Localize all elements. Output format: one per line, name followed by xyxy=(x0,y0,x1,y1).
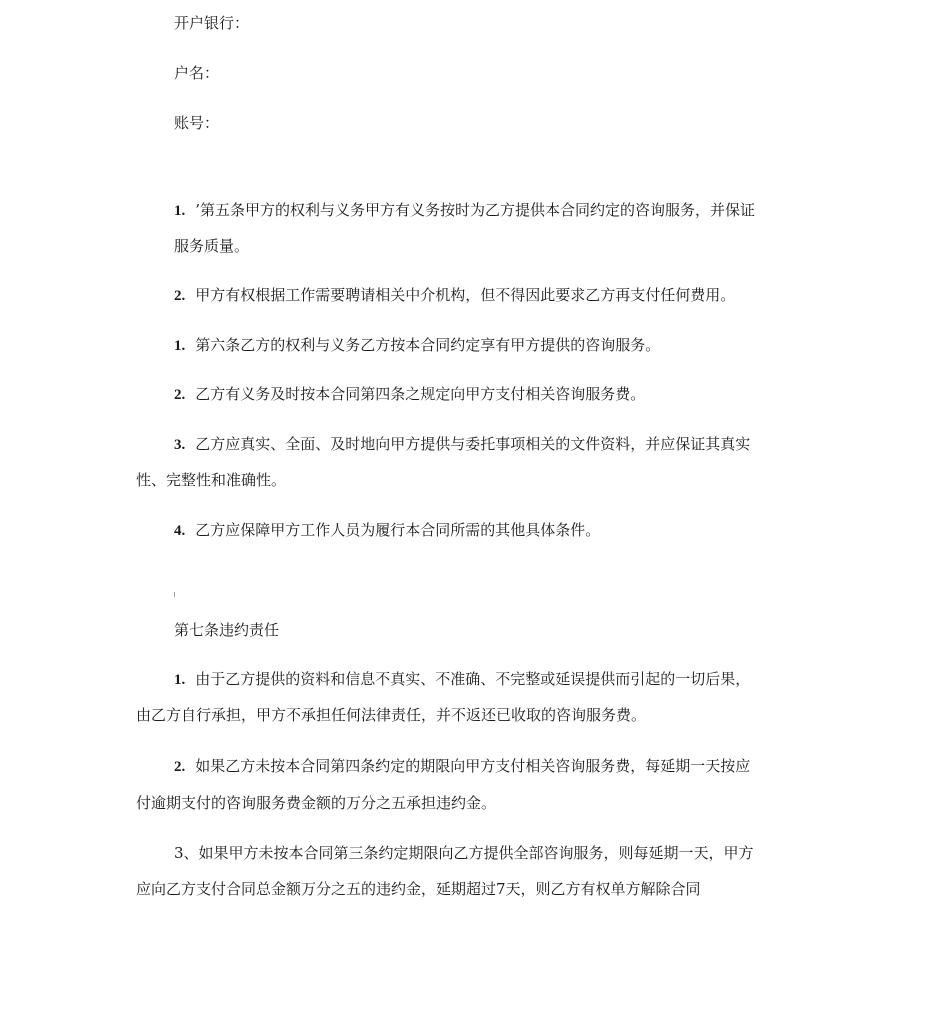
article6-item3-line1 xyxy=(174,434,750,455)
article7-item2-number: 2. xyxy=(174,759,186,775)
article7-item3-line2: 应向乙方支付合同总金额万分之五的违约金，延期超过7天，则乙方有权单方解除合同 xyxy=(136,880,701,898)
account-name-label: 户名： xyxy=(174,64,220,82)
article7-title: 第七条违约责任 xyxy=(174,621,280,639)
article6-item3-text: 乙方应真实、全面、及时地向甲方提供与委托事项相关的文件资料，并应保证其真实 xyxy=(195,435,751,453)
article7-item1-text: 由于乙方提供的资料和信息不真实、不准确、不完整或延误提供而引起的一切后果， xyxy=(195,670,751,688)
article6-item1-text: 第六条乙方的权利与义务乙方按本合同约定享有甲方提供的咨询服务。 xyxy=(195,336,661,354)
article7-item1-line2: 由乙方自行承担，甲方不承担任何法律责任，并不返还已收取的咨询服务费。 xyxy=(136,706,647,724)
article5-item1-text: ’第五条甲方的权利与义务甲方有义务按时为乙方提供本合同约定的咨询服务，并保证 xyxy=(195,201,756,219)
article6-item4-number: 4. xyxy=(174,523,186,539)
article7-item2-line1 xyxy=(174,756,750,777)
article5-item2-text: 甲方有权根据工作需要聘请相关中介机构，但不得因此要求乙方再支付任何费用。 xyxy=(195,286,736,304)
article6-item1 xyxy=(174,335,660,356)
article7-item1-number: 1. xyxy=(174,672,186,688)
article7-item3-line1: 3、如果甲方未按本合同第三条约定期限向乙方提供全部咨询服务，则每延期一天，甲方 xyxy=(174,844,754,862)
article5-item1-line1 xyxy=(174,200,755,221)
article6-item3-line2: 性、完整性和准确性。 xyxy=(136,471,287,489)
article5-item1-number: 1. xyxy=(174,203,186,219)
article5-item2 xyxy=(174,285,735,306)
article6-item2-text: 乙方有义务及时按本合同第四条之规定向甲方支付相关咨询服务费。 xyxy=(195,385,646,403)
article5-item1-line2: 服务质量。 xyxy=(174,237,250,255)
article6-item4 xyxy=(174,520,600,541)
stray-mark xyxy=(174,592,175,597)
article6-item4-text: 乙方应保障甲方工作人员为履行本合同所需的其他具体条件。 xyxy=(195,521,601,539)
article7-item2-text: 如果乙方未按本合同第四条约定的期限向甲方支付相关咨询服务费，每延期一天按应 xyxy=(195,757,751,775)
bank-name-label: 开户银行： xyxy=(174,14,250,32)
article6-item3-number: 3. xyxy=(174,437,186,453)
article7-item1-line1 xyxy=(174,669,750,690)
article5-item2-number: 2. xyxy=(174,288,186,304)
article6-item1-number: 1. xyxy=(174,338,186,354)
account-number-label: 账号： xyxy=(174,114,220,132)
article6-item2 xyxy=(174,384,645,405)
article7-item2-line2: 付逾期支付的咨询服务费金额的万分之五承担违约金。 xyxy=(136,794,497,812)
article6-item2-number: 2. xyxy=(174,387,186,403)
